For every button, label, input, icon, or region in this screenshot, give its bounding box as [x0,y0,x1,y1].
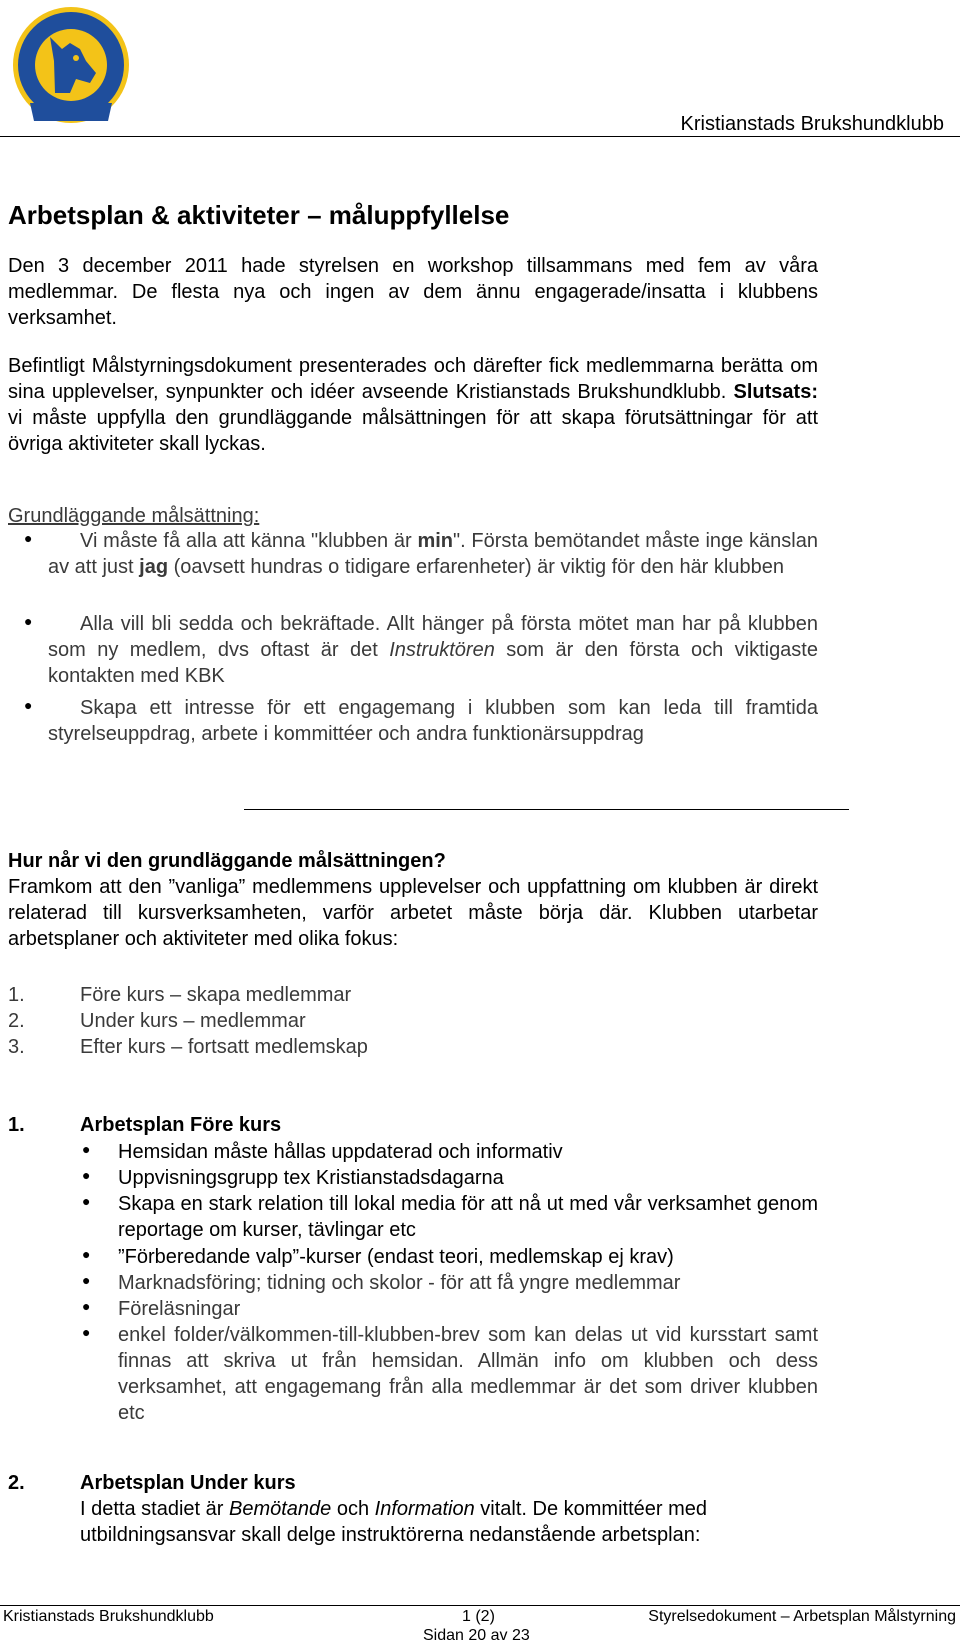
plan1-number: 1. [8,1114,25,1136]
plan1-item: Uppvisningsgrupp tex Kristianstadsdagarna [118,1167,504,1189]
bullet-icon: ● [82,1141,91,1157]
footer-divider [0,1605,960,1606]
bullet-icon: ● [82,1298,91,1314]
conclusion-label: Slutsats: [733,381,818,403]
list-item: Under kurs – medlemmar [80,1010,306,1032]
goal-heading: Grundläggande målsättning: [8,505,260,527]
bullet-icon: ● [82,1167,91,1183]
how-heading: Hur når vi den grundläggande målsättningen? [8,850,446,872]
intro-paragraph-1: Den 3 december 2011 hade styrelsen en workshop tillsammans med fem av våra medlemmar. De flesta nya och ingen av dem ännu engagerade/insatta i klubbens verksamhet. [8,255,818,329]
list-item: Före kurs – skapa medlemmar [80,984,352,1006]
list-number: 1. [8,984,25,1006]
plan2-heading: Arbetsplan Under kurs [80,1472,296,1494]
plan2-text: vitalt. De kommittéer med utbildningsansvar skall delge instruktörerna nedanstående arbetsplan: [80,1498,707,1546]
goal-item-text: Alla vill bli sedda och bekräftade. Allt hänger på första mötet man har på klubben som ny medlem, dvs oftast är det [48,613,818,661]
how-paragraph: Framkom att den ”vanliga” medlemmens upplevelser och uppfattning om klubben är direkt relaterad till kursverksamheten, varför arbetet måste börja där. Klubben utarbetar arbetsplaner och aktiviteter med olika fokus: [8,876,818,950]
header-divider [0,136,960,137]
footer-page-count: 1 (2) [462,1608,495,1625]
intro-paragraph-2 [8,353,818,457]
plan2-text: I detta stadiet är [80,1498,229,1520]
bullet-icon: ● [82,1272,91,1288]
plan2-paragraph [80,1496,818,1548]
plan1-item: Föreläsningar [118,1298,241,1320]
club-logo [10,3,132,129]
bullet-icon: ● [82,1246,91,1262]
plan1-heading: Arbetsplan Före kurs [80,1114,282,1136]
list-number: 2. [8,1010,25,1032]
goal-item-2 [48,611,818,689]
goal-item-text: Vi måste få alla att känna "klubben är [80,530,418,552]
page-title: Arbetsplan & aktiviteter – måluppfyllelse [8,200,510,230]
list-number: 3. [8,1036,25,1058]
bullet-icon: ● [24,697,33,713]
plan2-emphasis: Information [374,1498,475,1520]
plan1-item: Marknadsföring; tidning och skolor - för att få yngre medlemmar [118,1272,681,1294]
bullet-icon: ● [82,1193,91,1209]
list-item: Efter kurs – fortsatt medlemskap [80,1036,368,1058]
goal-item-text: (oavsett hundras o tidigare erfarenheter) är viktig för den här klubben [168,556,784,578]
plan1-item: enkel folder/välkommen-till-klubben-brev som kan delas ut vid kursstart samt finnas att skriva ut från hemsidan. Allmän info om klubben och dess verksamhet, att engagemang från alla medlemmar är det som driver klubben etc [118,1324,818,1424]
goal-emphasis: jag [139,556,169,578]
bullet-icon: ● [24,530,33,546]
plan1-item: ”Förberedande valp”-kurser (endast teori, medlemskap ej krav) [118,1246,674,1268]
bullet-icon: ● [82,1324,91,1340]
header-org-name: Kristianstads Brukshundklubb [680,113,944,135]
instructor-emphasis: Instruktören [389,639,495,661]
goal-item-text: som är den första och viktigaste kontakten med KBK [48,639,818,687]
goal-item-1 [48,528,818,580]
goal-emphasis: min [417,530,454,552]
dog-badge-icon [10,3,132,129]
plan2-number: 2. [8,1472,25,1494]
plan2-emphasis: Bemötande [228,1498,332,1520]
goal-item-text: ". Första bemötandet måste inge känslan av att just [48,530,818,578]
footer-org: Kristianstads Brukshundklubb [3,1608,214,1625]
footer-doc-title: Styrelsedokument – Arbetsplan Målstyrning [648,1608,956,1625]
plan1-item: Hemsidan måste hållas uppdaterad och informativ [118,1141,563,1163]
bullet-icon: ● [24,613,33,629]
plan2-text: och [331,1498,375,1520]
intro-text-cont: vi måste uppfylla den grundläggande målsättningen för att skapa förutsättningar för att övriga aktiviteter skall lyckas. [8,407,818,455]
footer-page-number: Sidan 20 av 23 [423,1627,530,1644]
section-divider [244,809,849,810]
plan1-item: Skapa en stark relation till lokal media för att nå ut med vår verksamhet genom reportage om kurser, tävlingar etc [118,1193,818,1241]
intro-text: Befintligt Målstyrningsdokument presenterades och därefter fick medlemmarna berätta om sina upplevelser, synpunkter och idéer avseende Kristianstads Brukshundklubb. [8,355,818,403]
goal-item-3: Skapa ett intresse för ett engagemang i klubben som kan leda till framtida styrelseuppdrag, arbete i kommittéer och andra funktionärsuppdrag [48,697,818,745]
